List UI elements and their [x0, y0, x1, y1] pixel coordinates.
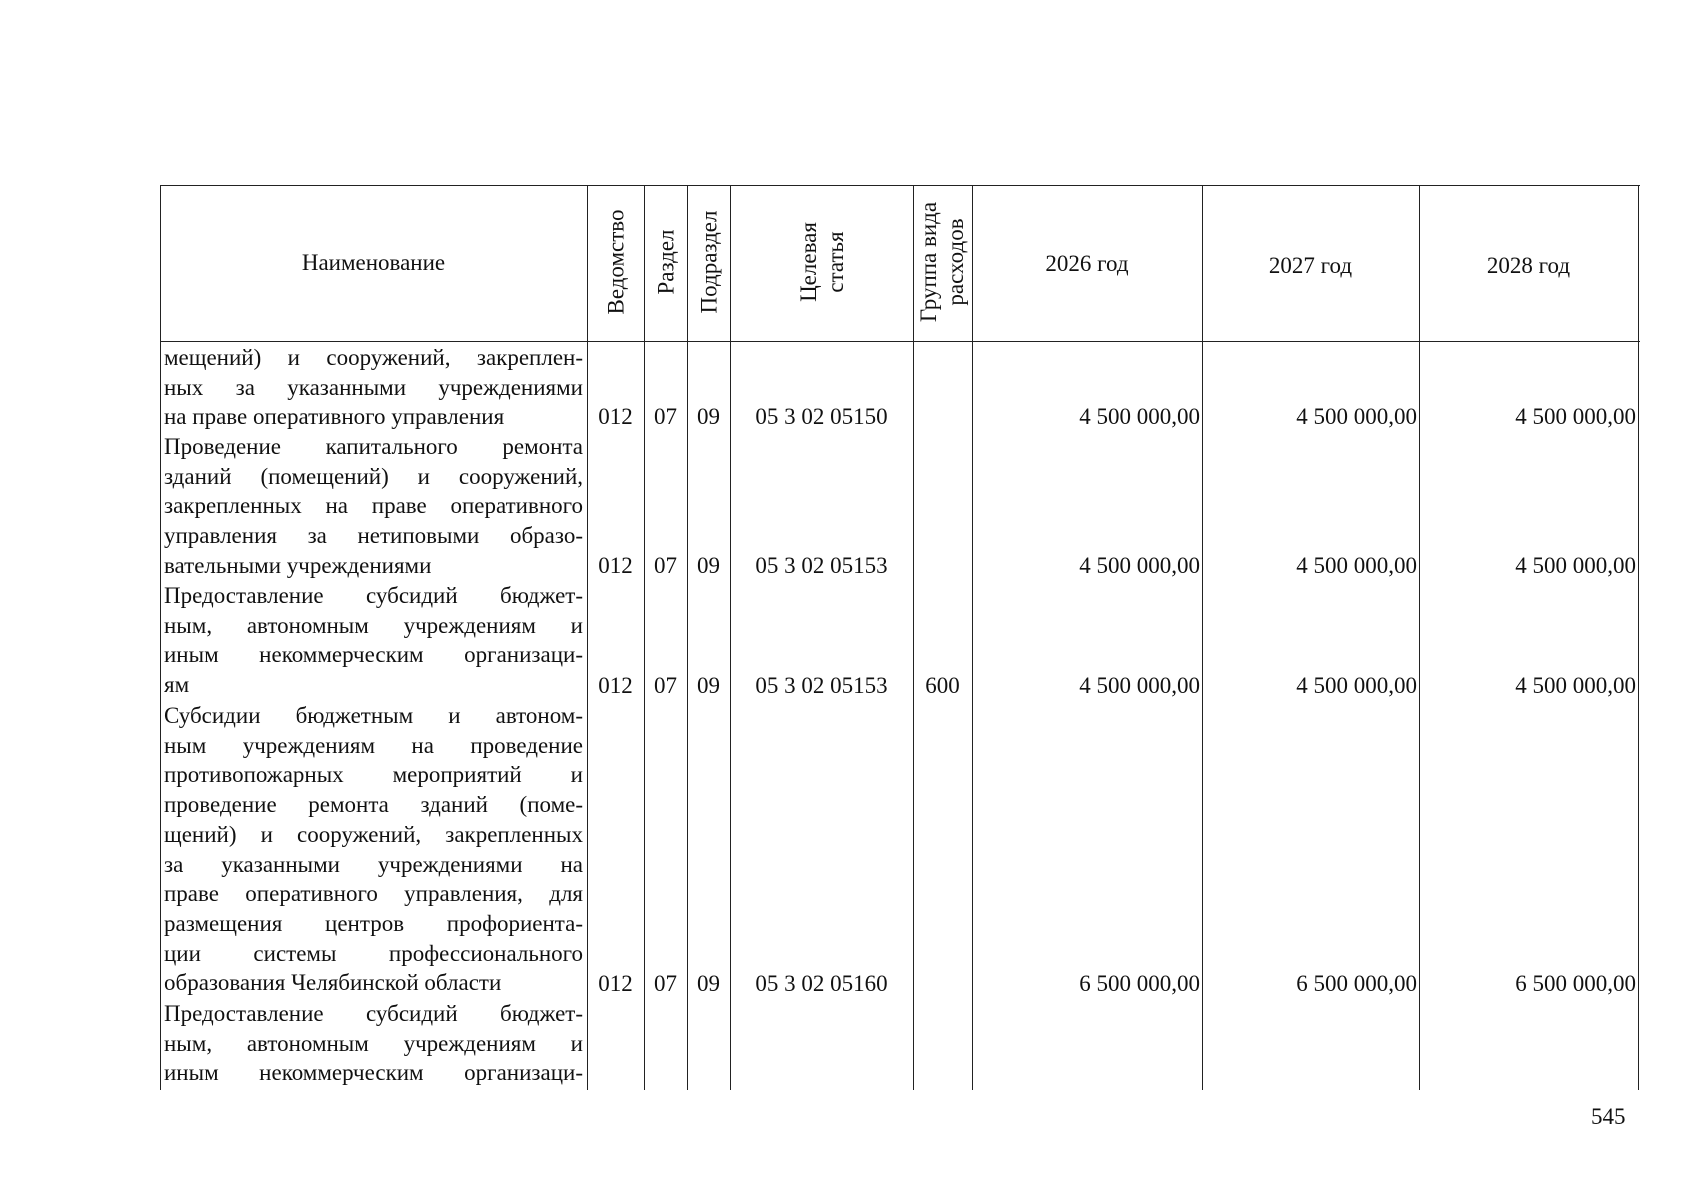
header-year-2028: 2028 год — [1486, 253, 1571, 278]
col-border-department — [644, 185, 645, 1090]
row-3-2027: 4 500 000,00 — [1296, 673, 1417, 698]
table-row-2-name — [164, 432, 583, 581]
row-3-2028: 4 500 000,00 — [1515, 673, 1636, 698]
page-number: 545 — [1591, 1104, 1626, 1129]
col-border-2027 — [1419, 185, 1420, 1090]
row-1-subsection: 09 — [697, 404, 720, 429]
row-4-line-8: размещения центров профориента- — [164, 910, 583, 936]
table-row-3-name — [164, 581, 583, 700]
row-2-line-1: Проведение капитального ремонта — [164, 434, 583, 459]
row-2-subsection: 09 — [697, 553, 720, 578]
row-3-line-2: ным, автономным учреждениям и — [164, 612, 583, 638]
header-department: Ведомство — [603, 209, 629, 315]
header-name: Наименование — [301, 250, 446, 275]
col-border-section — [687, 185, 688, 1090]
header-expense-group-line2: расходов — [943, 218, 968, 306]
table-row-1-name — [164, 343, 583, 432]
row-1-2028: 4 500 000,00 — [1515, 404, 1636, 429]
header-expense-group-line1: Группа вида — [916, 201, 941, 323]
row-4-line-10: образования Челябинской области — [164, 970, 502, 996]
row-4-line-2: ным учреждениям на проведение — [164, 732, 583, 758]
row-3-line-1: Предоставление субсидий бюджет- — [164, 583, 583, 608]
row-2-line-4: управления за нетиповыми образо- — [164, 523, 583, 549]
table-top-border — [160, 185, 1640, 186]
row-2-2028: 4 500 000,00 — [1515, 553, 1636, 578]
col-border-target — [913, 185, 914, 1090]
row-3-group: 600 — [925, 673, 960, 698]
row-5-line-2: ным, автономным учреждениям и — [164, 1030, 583, 1056]
header-bottom-border — [160, 341, 1640, 342]
row-2-2027: 4 500 000,00 — [1296, 553, 1417, 578]
row-5-line-3: иным некоммерческим организаци- — [164, 1060, 583, 1086]
row-1-target: 05 3 02 05150 — [755, 404, 888, 429]
row-4-line-1: Субсидии бюджетным и автоном- — [164, 703, 583, 728]
header-subsection: Подраздел — [696, 210, 722, 314]
row-4-2027: 6 500 000,00 — [1296, 971, 1417, 996]
row-3-subsection: 09 — [697, 673, 720, 698]
row-4-line-7: праве оперативного управления, для — [164, 881, 583, 907]
row-5-line-1: Предоставление субсидий бюджет- — [164, 1001, 583, 1026]
row-4-line-3: противопожарных мероприятий и — [164, 762, 583, 788]
col-border-2026 — [1202, 185, 1203, 1090]
header-target-article — [795, 222, 849, 302]
row-4-department: 012 — [598, 971, 633, 996]
header-target-article-line1: Целевая — [796, 222, 821, 302]
row-3-line-4: ям — [164, 672, 190, 698]
row-4-target: 05 3 02 05160 — [755, 971, 888, 996]
row-3-2026: 4 500 000,00 — [1079, 673, 1200, 698]
col-border-right — [1638, 185, 1639, 1090]
row-2-line-2: зданий (помещений) и сооружений, — [164, 463, 583, 489]
table-row-5-name — [164, 999, 583, 1088]
row-4-line-4: проведение ремонта зданий (поме- — [164, 792, 583, 818]
row-1-2027: 4 500 000,00 — [1296, 404, 1417, 429]
col-border-name — [587, 185, 588, 1090]
row-1-section: 07 — [654, 404, 677, 429]
row-4-section: 07 — [654, 971, 677, 996]
row-2-line-5: вательными учреждениями — [164, 552, 432, 578]
row-2-department: 012 — [598, 553, 633, 578]
row-1-department: 012 — [598, 404, 633, 429]
row-4-line-5: щений) и сооружений, закрепленных — [164, 821, 583, 847]
header-year-2027: 2027 год — [1268, 253, 1353, 278]
header-expense-group — [915, 202, 969, 322]
col-border-subsection — [730, 185, 731, 1090]
table-row-4-name — [164, 701, 583, 998]
row-4-subsection: 09 — [697, 971, 720, 996]
row-1-2026: 4 500 000,00 — [1079, 404, 1200, 429]
row-4-2026: 6 500 000,00 — [1079, 971, 1200, 996]
row-2-2026: 4 500 000,00 — [1079, 553, 1200, 578]
row-1-line-3: на праве оперативного управления — [164, 404, 505, 430]
col-border-group — [972, 185, 973, 1090]
row-4-2028: 6 500 000,00 — [1515, 971, 1636, 996]
header-section: Раздел — [653, 229, 679, 295]
row-4-line-6: за указанными учреждениями на — [164, 851, 583, 877]
row-2-section: 07 — [654, 553, 677, 578]
row-2-line-3: закрепленных на праве оперативного — [164, 493, 583, 519]
row-3-target: 05 3 02 05153 — [755, 673, 888, 698]
col-border-left — [160, 185, 161, 1090]
row-3-line-3: иным некоммерческим организаци- — [164, 642, 583, 668]
row-4-line-9: ции системы профессионального — [164, 940, 583, 966]
row-1-line-1: мещений) и сооружений, закреплен- — [164, 345, 583, 370]
row-3-department: 012 — [598, 673, 633, 698]
row-3-section: 07 — [654, 673, 677, 698]
header-target-article-line2: статья — [823, 231, 848, 293]
row-2-target: 05 3 02 05153 — [755, 553, 888, 578]
row-1-line-2: ных за указанными учреждениями — [164, 374, 583, 400]
header-year-2026: 2026 год — [1045, 251, 1129, 276]
